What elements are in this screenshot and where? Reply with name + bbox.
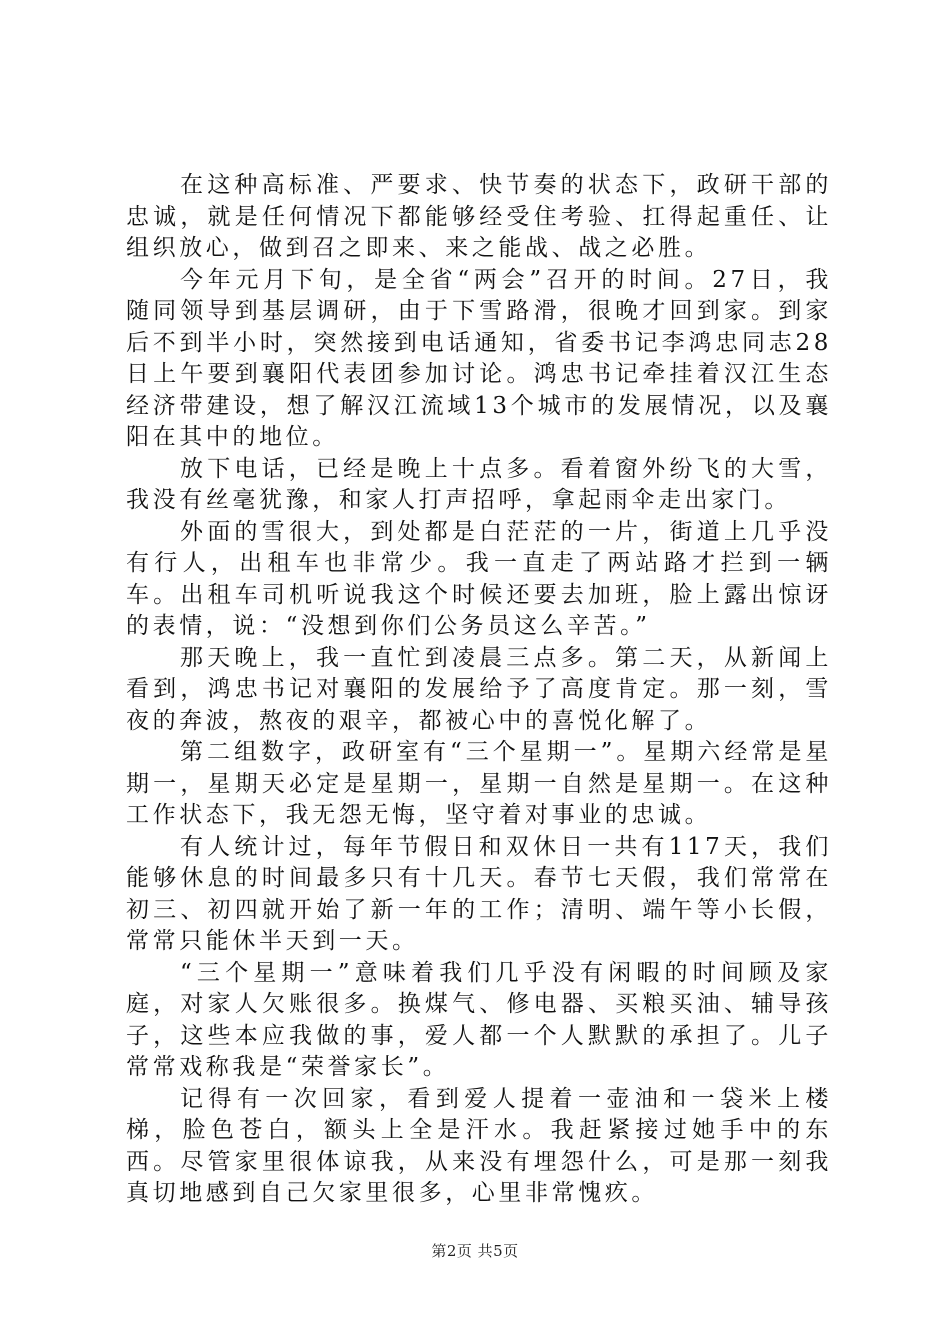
paragraph-4: 外面的雪很大，到处都是白茫茫的一片，街道上几乎没有行人，出租车也非常少。我一直走了两站路才拦到一辆车。出租车司机听说我这个时候还要去加班，脸上露出惊讶的表情，说：“没想到你们公务员这么辛苦。”	[126, 518, 832, 639]
paragraph-7: 有人统计过，每年节假日和双休日一共有117天，我们能够休息的时间最多只有十几天。春节七天假，我们常常在初三、初四就开始了新一年的工作；清明、端午等小长假，常常只能休半天到一天。	[126, 833, 832, 954]
paragraph-8: “三个星期一”意味着我们几乎没有闲暇的时间顾及家庭，对家人欠账很多。换煤气、修电器、买粮买油、辅导孩子，这些本应我做的事，爱人都一个人默默的承担了。儿子常常戏称我是“荣誉家长”。	[126, 959, 832, 1080]
paragraph-9: 记得有一次回家，看到爱人提着一壶油和一袋米上楼梯，脸色苍白，额头上全是汗水。我赶紧接过她手中的东西。尽管家里很体谅我，从来没有埋怨什么，可是那一刻我真切地感到自己欠家里很多，心里非常愧疚。	[126, 1085, 832, 1206]
paragraph-6: 第二组数字，政研室有“三个星期一”。星期六经常是星期一，星期天必定是星期一，星期一自然是星期一。在这种工作状态下，我无怨无悔，坚守着对事业的忠诚。	[126, 739, 832, 828]
page-number-footer: 第2页 共5页	[431, 1242, 519, 1260]
paragraph-2: 今年元月下旬，是全省“两会”召开的时间。27日，我随同领导到基层调研，由于下雪路滑，很晚才回到家。到家后不到半小时，突然接到电话通知，省委书记李鸿忠同志28日上午要到襄阳代表团参加讨论。鸿忠书记牵挂着汉江生态经济带建设，想了解汉江流域13个城市的发展情况，以及襄阳在其中的地位。	[126, 266, 832, 450]
paragraph-3: 放下电话，已经是晚上十点多。看着窗外纷飞的大雪，我没有丝毫犹豫，和家人打声招呼，拿起雨伞走出家门。	[126, 455, 832, 513]
document-body	[126, 170, 832, 1210]
paragraph-1: 在这种高标准、严要求、快节奏的状态下，政研干部的忠诚，就是任何情况下都能够经受住考验、扛得起重任、让组织放心，做到召之即来、来之能战、战之必胜。	[126, 172, 832, 261]
paragraph-5: 那天晚上，我一直忙到凌晨三点多。第二天，从新闻上看到，鸿忠书记对襄阳的发展给予了高度肯定。那一刻，雪夜的奔波，熬夜的艰辛，都被心中的喜悦化解了。	[126, 644, 832, 734]
